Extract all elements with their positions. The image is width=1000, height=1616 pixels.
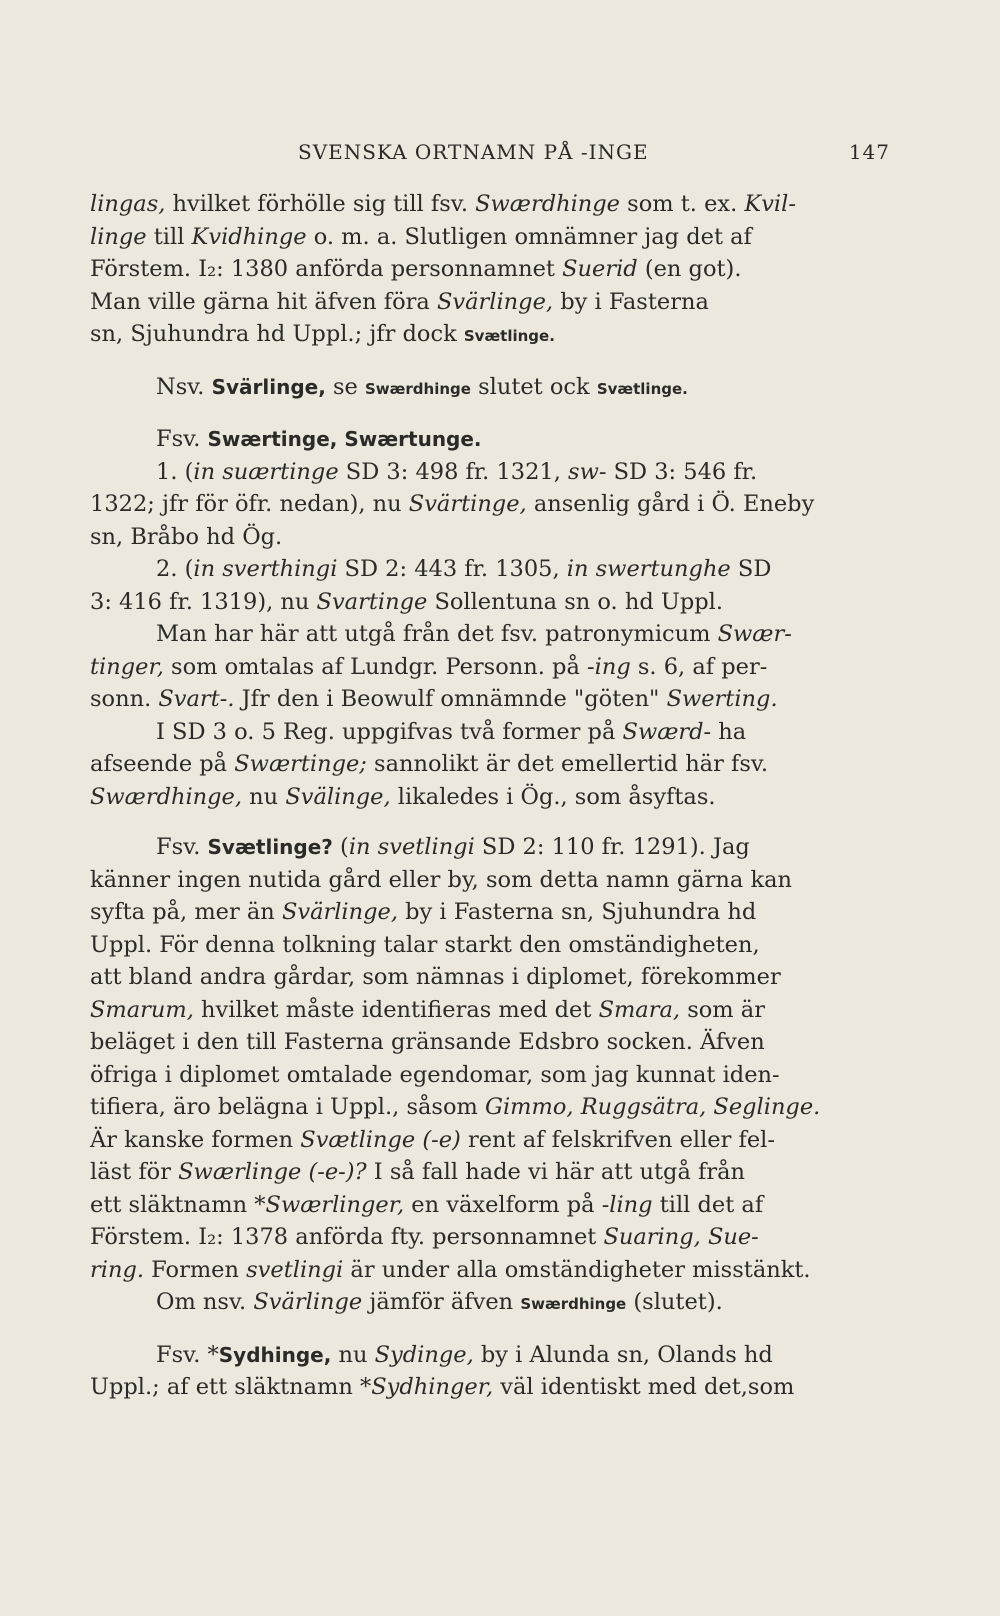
text-run: by i Alunda sn, Olands hd	[473, 1341, 773, 1368]
italic-term: Smarum,	[90, 996, 194, 1023]
cross-reference: Swærdhinge	[365, 379, 471, 398]
italic-term: tinger,	[90, 653, 164, 680]
italic-term: Swærtinge;	[234, 751, 367, 777]
italic-term: Gimmo, Ruggsätra, Seglinge.	[485, 1094, 821, 1120]
text-run: SD 2: 443 fr. 1305,	[337, 556, 567, 582]
headword: Swærtinge, Swærtunge.	[207, 427, 482, 451]
text-run: 3: 416 fr. 1319), nu	[90, 588, 317, 615]
text-line	[90, 864, 890, 897]
italic-term: Swerting.	[666, 686, 778, 712]
text-line	[90, 929, 890, 962]
text-run: Fsv. *	[156, 1341, 219, 1368]
text-run: Om nsv.	[156, 1289, 254, 1315]
cross-reference: Swærdhinge	[520, 1295, 627, 1313]
text-run: Man ville gärna hit äfven föra	[90, 288, 437, 315]
text-run: ha	[711, 718, 747, 745]
text-line	[90, 488, 890, 521]
text-run: I SD 3 o. 5 Reg. uppgifvas två former på	[156, 718, 623, 745]
text-run: till	[146, 223, 192, 250]
text-run: Jfr den i Beowulf omnämnde "göten"	[234, 686, 667, 712]
text-run: 1. (	[156, 458, 194, 485]
text-run: Sollentuna sn o. hd Uppl.	[427, 588, 724, 615]
text-line	[90, 1124, 890, 1157]
text-run: hvilket förhölle sig till fsv.	[165, 191, 476, 217]
text-line	[90, 716, 890, 749]
text-run: beläget i den till Fasterna gränsande Edsbro socken. Äfven	[90, 1029, 765, 1055]
italic-term: Swærd-	[622, 718, 712, 745]
text-run: som är	[680, 996, 765, 1023]
headword: Svætlinge?	[207, 835, 333, 859]
text-run: Uppl.; af ett släktnamn *	[90, 1374, 372, 1400]
italic-term: ring.	[90, 1256, 144, 1283]
text-run: Formen	[144, 1256, 247, 1283]
italic-term: Kvidhinge	[191, 223, 307, 250]
text-run: hvilket måste identifieras med det	[193, 996, 599, 1023]
text-run: likaledes i Ög., som åsyftas.	[390, 783, 716, 810]
text-run: jämför äfven	[362, 1289, 521, 1315]
text-run: läst för	[90, 1159, 179, 1185]
text-run: är under alla omständigheter misstänkt.	[343, 1256, 811, 1283]
italic-term: Kvil-	[744, 191, 796, 217]
text-line	[90, 1059, 890, 1092]
italic-term: Swærdhinge,	[90, 783, 243, 810]
text-run: Uppl. För denna tolkning talar starkt den omständigheten,	[90, 931, 760, 958]
text-run: Förstem. I₂: 1380 anförda personnamnet	[90, 256, 563, 282]
text-run: o. m. a. Slutligen omnämner jag det af	[306, 223, 752, 250]
page-number: 147	[848, 140, 890, 164]
text-run: som t. ex.	[620, 191, 745, 217]
text-run: ansenlig gård i Ö. Eneby	[526, 491, 815, 517]
italic-term: Svärlinge,	[436, 288, 554, 315]
text-run: s. 6, af per-	[630, 653, 768, 680]
text-run: sn, Bråbo hd Ög.	[90, 523, 283, 550]
text-line	[90, 1254, 890, 1287]
text-run: öfriga i diplomet omtalade egendomar, som jag kunnat iden-	[90, 1061, 780, 1088]
italic-term: Svärtinge,	[408, 491, 527, 517]
text-line	[90, 371, 890, 406]
running-title: SVENSKA ORTNAMN PÅ -INGE	[298, 140, 649, 164]
text-line	[90, 1156, 890, 1189]
text-run: Man har här att utgå från det fsv. patronymicum	[156, 621, 718, 647]
text-run: SD 3: 498 fr. 1321,	[338, 458, 569, 485]
text-line	[90, 586, 890, 619]
italic-term: Swærlinge (-e-)?	[178, 1159, 367, 1185]
cross-reference: Svætlinge.	[596, 379, 688, 398]
text-run: 2. (	[156, 556, 194, 582]
italic-term: Svärlinge	[253, 1289, 363, 1315]
text-run: väl identiskt med det,som	[493, 1374, 795, 1400]
italic-term: Sydinge,	[374, 1341, 474, 1368]
text-run: slutet ock	[470, 373, 597, 400]
text-run: ett släktnamn *	[90, 1191, 266, 1218]
text-run: som omtalas af Lundgr. Personn. på	[163, 653, 588, 680]
text-line	[90, 221, 890, 254]
paragraph-gap	[90, 405, 890, 423]
text-line	[90, 1189, 890, 1222]
text-line	[90, 1026, 890, 1059]
text-line	[90, 831, 890, 864]
italic-term: Swær-	[717, 621, 792, 647]
text-line	[90, 618, 890, 651]
text-line	[90, 253, 890, 286]
text-line	[90, 896, 890, 929]
text-run: (en got).	[637, 256, 742, 282]
italic-term: sw-	[568, 458, 607, 485]
text-run: Fsv.	[156, 426, 208, 452]
text-line	[90, 318, 890, 353]
text-line	[90, 286, 890, 319]
italic-term: in suærtinge	[193, 458, 339, 485]
italic-term: lingas,	[90, 191, 166, 217]
text-line	[90, 1286, 890, 1321]
italic-term: Svärlinge,	[281, 899, 398, 925]
text-run: Nsv.	[156, 373, 212, 400]
paragraph-gap	[90, 353, 890, 371]
text-run: (slutet).	[626, 1289, 723, 1315]
headword: Svärlinge,	[211, 374, 326, 399]
italic-term: Suerid	[562, 256, 638, 282]
text-run: sn, Sjuhundra hd Uppl.; jfr dock	[90, 321, 464, 347]
text-run: SD	[730, 556, 772, 582]
text-line	[90, 423, 890, 456]
text-run: se	[325, 373, 365, 400]
italic-term: in svetlingi	[348, 834, 475, 860]
text-run: nu	[331, 1341, 375, 1368]
text-line	[90, 188, 890, 221]
text-run: att bland andra gårdar, som nämnas i diplomet, förekommer	[90, 964, 781, 990]
italic-term: in swertunghe	[566, 556, 731, 582]
text-line	[90, 1221, 890, 1254]
text-run: by i Fasterna sn, Sjuhundra hd	[398, 899, 757, 925]
text-line	[90, 1091, 890, 1124]
text-run: I så fall hade vi här att utgå från	[366, 1159, 746, 1185]
text-run: Fsv.	[156, 834, 208, 860]
italic-term: Svälinge,	[285, 783, 391, 810]
text-line	[90, 1371, 890, 1404]
text-run: afseende på	[90, 751, 235, 777]
cross-reference: Svætlinge.	[463, 327, 555, 345]
italic-term: linge	[90, 223, 147, 250]
italic-term: -ling	[601, 1191, 653, 1218]
text-line	[90, 521, 890, 554]
paragraph-gap	[90, 1321, 890, 1339]
text-run: till det af	[652, 1191, 764, 1218]
italic-term: -ing	[587, 653, 631, 680]
text-run: nu	[242, 783, 286, 810]
italic-term: svetlingi	[246, 1256, 344, 1283]
text-run: (	[332, 834, 349, 860]
text-run: en växelform på	[404, 1191, 602, 1218]
italic-term: Svart-.	[158, 686, 235, 712]
italic-term: Smara,	[598, 996, 681, 1023]
italic-term: Swærlinger,	[265, 1191, 405, 1218]
text-line	[90, 651, 890, 684]
text-run: 1322; jfr för öfr. nedan), nu	[90, 491, 409, 517]
text-line	[90, 683, 890, 716]
text-run: syfta på, mer än	[90, 899, 282, 925]
text-line	[90, 748, 890, 781]
text-line	[90, 456, 890, 489]
italic-term: Svætlinge (-e)	[300, 1126, 461, 1153]
text-run: SD 3: 546 fr.	[606, 458, 758, 485]
italic-term: Swærdhinge	[475, 191, 621, 217]
paragraph-gap	[90, 813, 890, 831]
headword: Sydhinge,	[218, 1342, 332, 1367]
text-run: sonn.	[90, 686, 159, 712]
body-text	[90, 188, 890, 1404]
text-run: by i Fasterna	[553, 288, 709, 315]
text-run: SD 2: 110 fr. 1291). Jag	[474, 834, 750, 860]
italic-term: Suaring, Sue-	[603, 1224, 759, 1250]
running-head	[90, 140, 890, 180]
text-line	[90, 781, 890, 814]
text-line	[90, 1339, 890, 1372]
italic-term: in sverthingi	[193, 556, 338, 582]
text-line	[90, 553, 890, 586]
italic-term: Sydhinger,	[371, 1374, 494, 1400]
text-run: rent af felskrifven eller fel-	[460, 1126, 775, 1153]
text-line	[90, 961, 890, 994]
text-run: Förstem. I₂: 1378 anförda fty. personnamnet	[90, 1224, 604, 1250]
text-run: känner ingen nutida gård eller by, som detta namn gärna kan	[90, 866, 792, 893]
text-run: tifiera, äro belägna i Uppl., såsom	[90, 1094, 486, 1120]
text-run: sannolikt är det emellertid här fsv.	[366, 751, 769, 777]
text-line	[90, 994, 890, 1027]
italic-term: Svartinge	[316, 588, 428, 615]
text-run: Är kanske formen	[90, 1126, 301, 1153]
